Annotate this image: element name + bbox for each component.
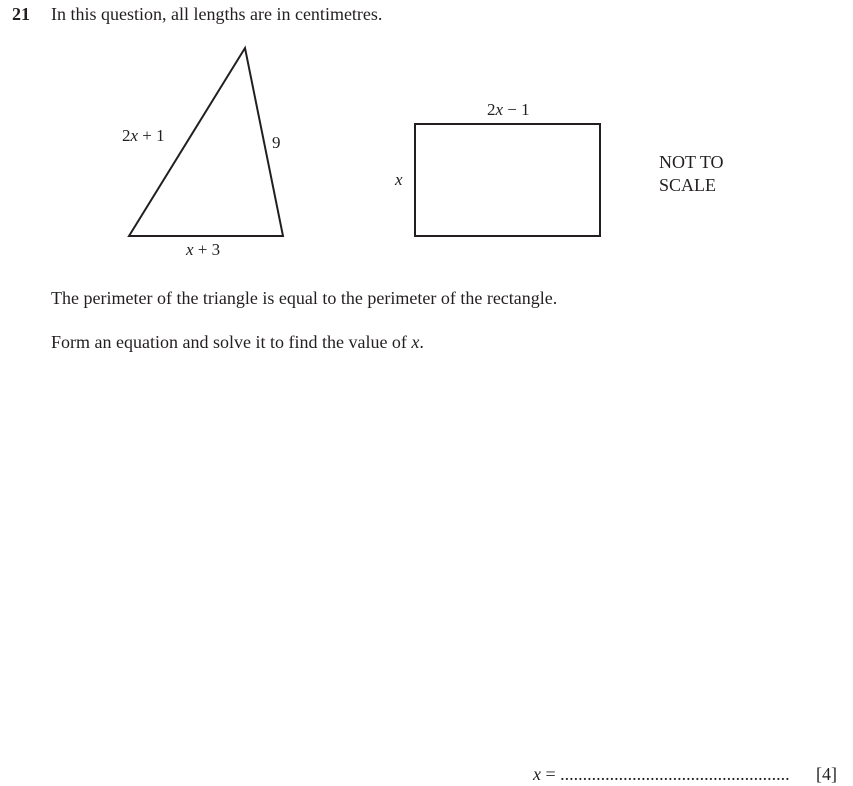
triangle-right-side-label: 9 bbox=[272, 133, 281, 152]
instruction: Form an equation and solve it to find the value of x. bbox=[51, 332, 424, 352]
not-to-scale-line1: NOT TO bbox=[659, 152, 724, 172]
not-to-scale-note bbox=[659, 151, 724, 197]
question-number: 21 bbox=[12, 4, 30, 24]
perimeter-statement: The perimeter of the triangle is equal to the perimeter of the rectangle. bbox=[51, 288, 558, 308]
answer-var: x bbox=[533, 764, 541, 784]
answer-line[interactable] bbox=[533, 764, 790, 785]
figures bbox=[0, 0, 853, 300]
rectangle-shape bbox=[415, 124, 600, 236]
question-intro: In this question, all lengths are in centimetres. bbox=[51, 4, 383, 24]
triangle-left-side-label: 2x + 1 bbox=[122, 126, 165, 145]
rectangle-top-label: 2x − 1 bbox=[487, 100, 530, 119]
rectangle-side-label: x bbox=[395, 170, 403, 189]
triangle-base-label: x + 3 bbox=[186, 240, 221, 259]
not-to-scale-line2: SCALE bbox=[659, 175, 717, 195]
marks-label: [4] bbox=[816, 764, 837, 784]
answer-equals: = bbox=[541, 764, 561, 784]
answer-dots: ................................................... bbox=[560, 764, 790, 784]
